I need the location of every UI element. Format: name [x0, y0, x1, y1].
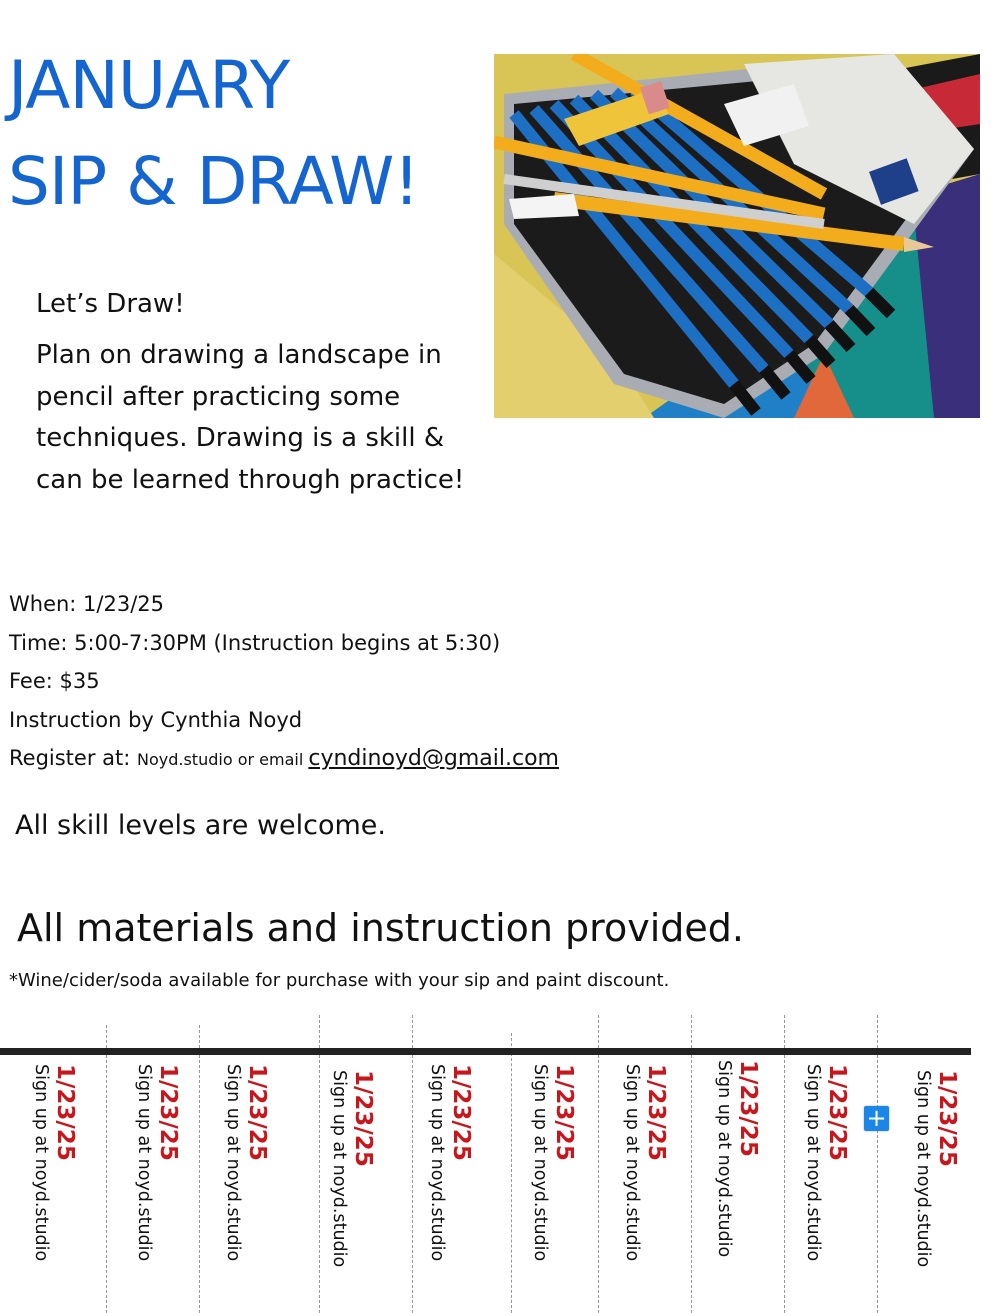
- tab-date: 1/23/25: [448, 1064, 474, 1161]
- tab-divider: [106, 1025, 107, 1313]
- intro-lead: Let’s Draw!: [36, 289, 185, 319]
- tab-signup: Sign up at noyd.studio: [223, 1064, 243, 1262]
- event-details: [9, 585, 559, 780]
- tab-signup: Sign up at noyd.studio: [31, 1064, 51, 1262]
- tab-date: 1/23/25: [735, 1060, 761, 1157]
- tab-divider: [412, 1015, 413, 1313]
- tab-date: 1/23/25: [643, 1064, 669, 1161]
- tab-date: 1/23/25: [350, 1070, 376, 1167]
- tab-date: 1/23/25: [934, 1070, 960, 1167]
- register-site: Noyd.studio or email: [137, 750, 309, 769]
- tab-signup: Sign up at noyd.studio: [427, 1064, 447, 1262]
- tear-tab[interactable]: [802, 1064, 850, 1261]
- beverage-note: *Wine/cider/soda available for purchase with your sip and paint discount.: [9, 970, 670, 991]
- tab-divider: [598, 1015, 599, 1313]
- event-fee: Fee: $35: [9, 669, 100, 693]
- title-line-2: SIP & DRAW!: [8, 143, 419, 220]
- tab-signup: Sign up at noyd.studio: [329, 1070, 349, 1268]
- skill-levels-text: All skill levels are welcome.: [15, 810, 386, 841]
- event-instructor: Instruction by Cynthia Noyd: [9, 707, 303, 732]
- add-button[interactable]: [864, 1106, 889, 1131]
- tab-divider: [784, 1015, 785, 1313]
- tear-tab[interactable]: [713, 1060, 761, 1257]
- tab-signup: Sign up at noyd.studio: [622, 1064, 642, 1262]
- event-time: Time: 5:00-7:30PM (Instruction begins at 5:30): [9, 630, 501, 655]
- tear-tab[interactable]: [328, 1070, 376, 1267]
- tear-tab[interactable]: [621, 1064, 669, 1261]
- tab-date: 1/23/25: [824, 1064, 850, 1161]
- title-line-1: JANUARY: [8, 47, 290, 124]
- plus-icon: +: [866, 1104, 887, 1132]
- page-title: [8, 38, 419, 230]
- tear-tab[interactable]: [222, 1064, 270, 1261]
- tear-tab[interactable]: [529, 1064, 577, 1261]
- register-row: [9, 739, 559, 780]
- tab-signup: Sign up at noyd.studio: [913, 1070, 933, 1268]
- tab-date: 1/23/25: [52, 1064, 78, 1161]
- tear-tab[interactable]: [133, 1064, 181, 1261]
- tab-divider: [691, 1015, 692, 1313]
- tab-date: 1/23/25: [244, 1064, 270, 1161]
- intro-body: Plan on drawing a landscape in pencil after practicing some techniques. Drawing is a skill & can be learned through practice!: [36, 340, 465, 495]
- register-label: Register at:: [9, 746, 137, 770]
- tab-divider: [199, 1025, 200, 1313]
- tab-date: 1/23/25: [551, 1064, 577, 1161]
- tab-divider: [877, 1015, 878, 1313]
- tab-signup: Sign up at noyd.studio: [714, 1060, 734, 1258]
- email-link[interactable]: cyndinoyd@gmail.com: [308, 746, 559, 771]
- tear-tab[interactable]: [426, 1064, 474, 1261]
- event-date: When: 1/23/25: [9, 592, 165, 616]
- materials-text: All materials and instruction provided.: [17, 906, 744, 950]
- tab-date: 1/23/25: [155, 1064, 181, 1161]
- intro-section: [36, 283, 476, 501]
- tab-divider: [511, 1033, 512, 1313]
- pencil-photo: [494, 54, 980, 418]
- tear-tab[interactable]: [30, 1064, 78, 1261]
- tab-signup: Sign up at noyd.studio: [803, 1064, 823, 1262]
- tab-divider: [319, 1015, 320, 1313]
- tear-tab[interactable]: [912, 1070, 960, 1267]
- tear-line-bar: [0, 1048, 971, 1055]
- tab-signup: Sign up at noyd.studio: [134, 1064, 154, 1262]
- tab-signup: Sign up at noyd.studio: [530, 1064, 550, 1262]
